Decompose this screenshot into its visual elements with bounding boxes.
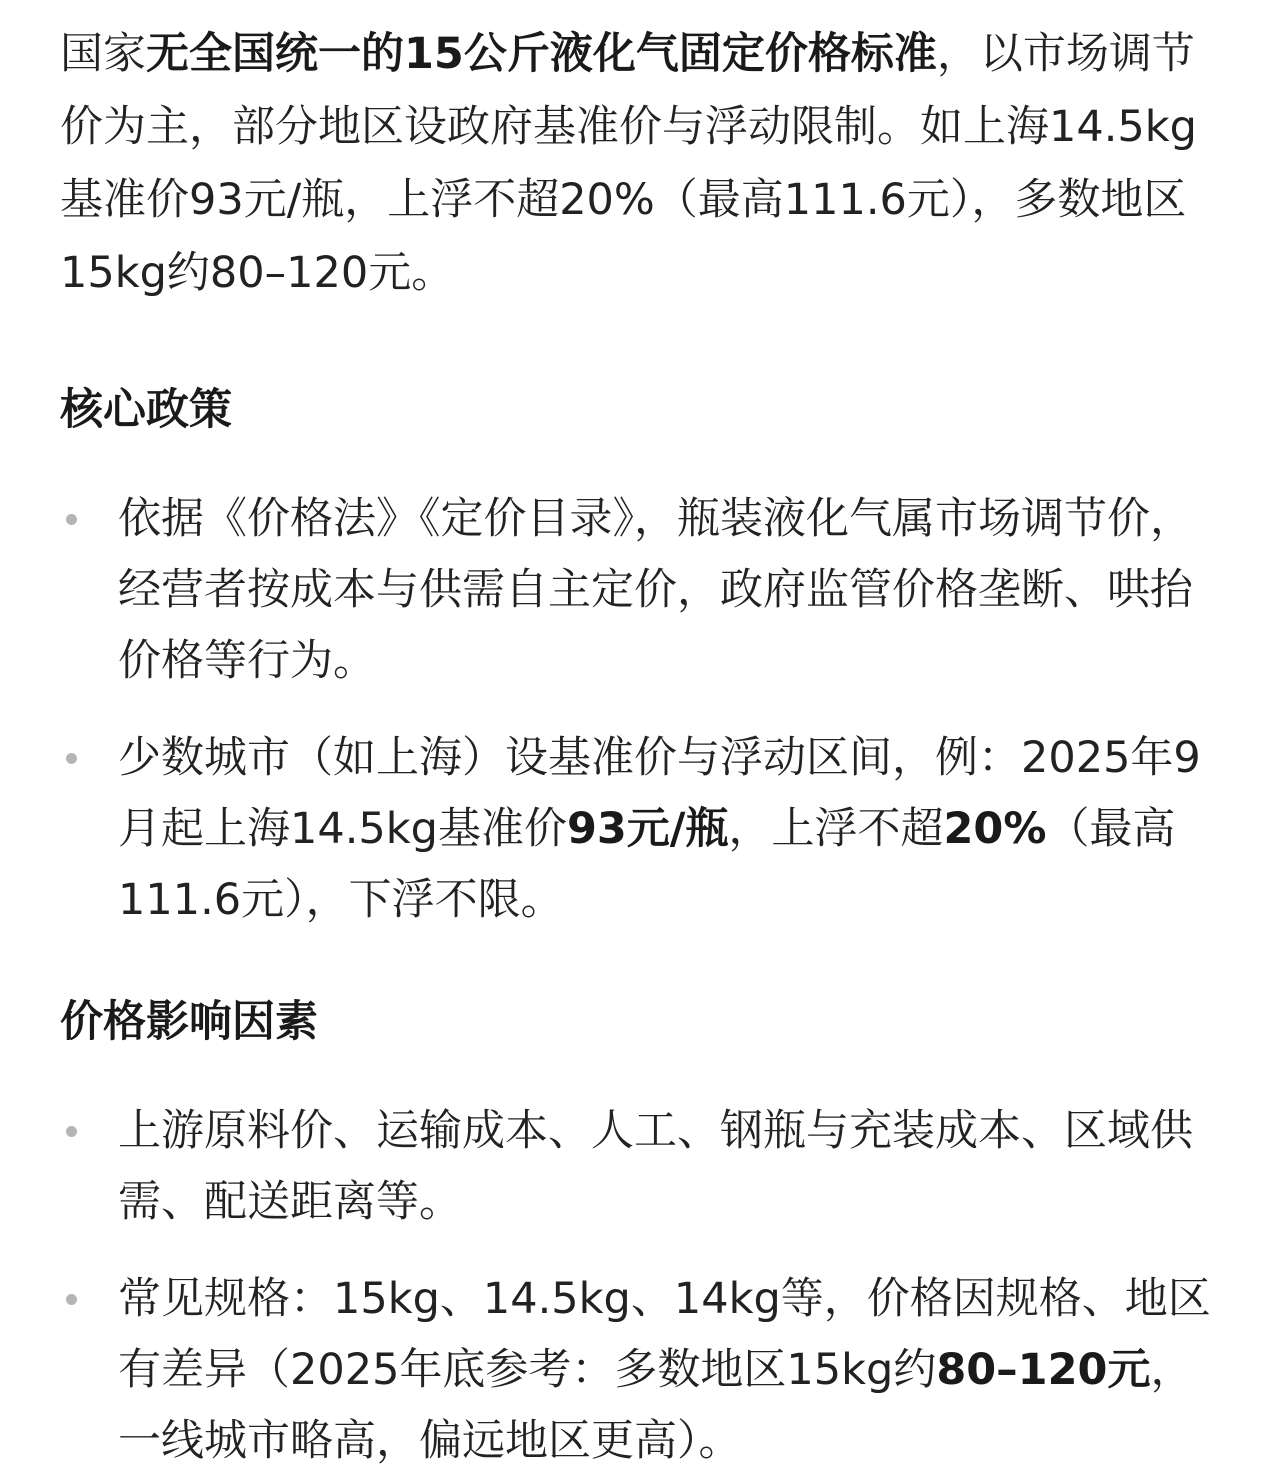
bullet-dot-icon [66,1294,77,1305]
list-item-bold-part: 80–120元 [936,1345,1151,1395]
article-content [60,18,1225,1477]
list-item-text-part: ，上浮不超 [728,804,944,854]
bullet-dot-icon [66,514,77,525]
list-item-text-part: 依据《价格法》《定价目录》，瓶装液化气属市场调节价，经营者按成本与供需自主定价，政府监管价格垄断、哄抬价格等行为。 [118,494,1193,686]
list-item-text [118,494,1193,686]
list-item-text-part: ，一线城市略高，偏远地区更高）。 [118,1345,1194,1466]
intro-text-1: 国家 [60,29,146,79]
list-item-bold-part: 93元/瓶 [566,804,729,854]
list-item-text-part: （最高111.6元），下浮不限。 [118,804,1176,925]
list-item-text-part: 上游原料价、运输成本、人工、钢瓶与充装成本、区域供需、配送距离等。 [118,1106,1193,1227]
bullet-dot-icon [66,1126,77,1137]
list-item-text-part: 常见规格：15kg、14.5kg、14kg等，价格因规格、地区有差异（2025年底参考：多数地区15kg约 [118,1274,1211,1395]
section-heading-price-factors: 价格影响因素 [60,997,318,1047]
intro-paragraph [60,18,1225,310]
list-item-text [118,733,1201,925]
bullet-dot-icon [66,753,77,764]
list-item [60,1096,1225,1238]
list-item [60,484,1225,697]
list-item-text-part: 少数城市（如上海）设基准价与浮动区间，例：2025年9月起上海14.5kg基准价 [118,733,1201,854]
list-item [60,1264,1225,1477]
list-item-text [118,1106,1193,1227]
list-item-text [118,1274,1211,1466]
intro-bold-text: 无全国统一的15公斤液化气固定价格标准 [146,29,937,79]
intro-text-2: ，以市场调节价为主，部分地区设政府基准价与浮动限制。如上海14.5kg基准价93元/瓶，上浮不超20%（最高111.6元），多数地区15kg约80–120元。 [60,29,1197,298]
core-policy-list [60,484,1225,936]
list-item-bold-part: 20% [943,804,1047,854]
price-factors-list [60,1096,1225,1477]
list-item [60,723,1225,936]
section-heading-core-policy: 核心政策 [60,385,232,435]
